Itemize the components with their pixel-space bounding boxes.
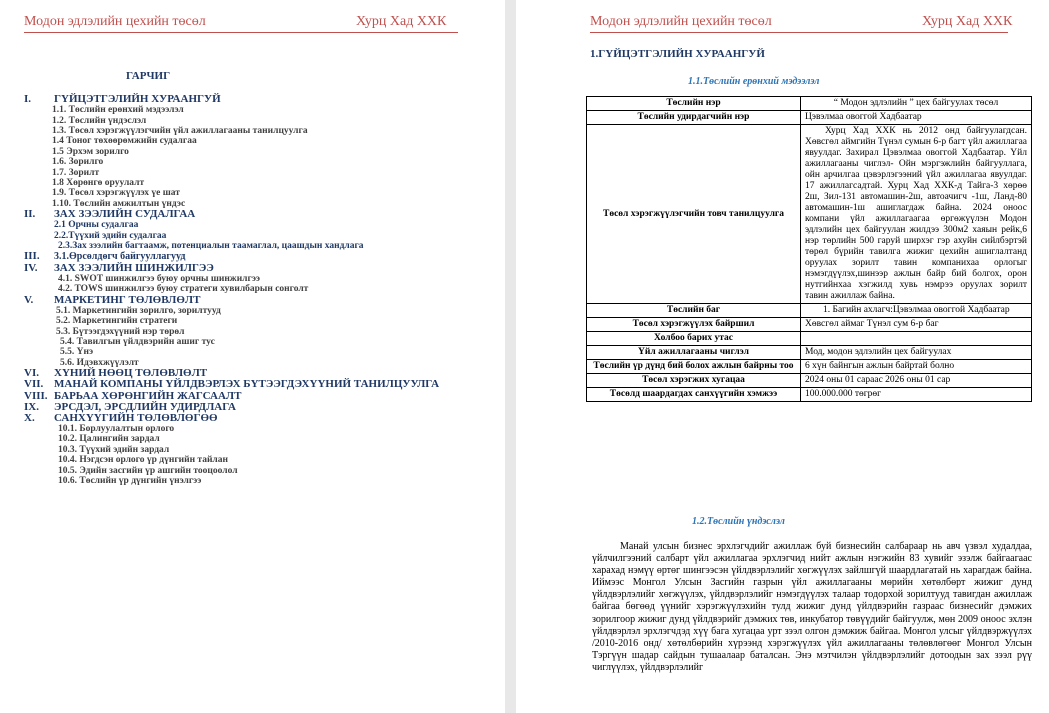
toc-item[interactable] bbox=[24, 168, 494, 178]
toc-item-text: 3.1.Өрсөлдөгч байгууллагууд bbox=[54, 251, 186, 263]
table-key-cell: Төслийн баг bbox=[587, 304, 801, 318]
toc-item[interactable] bbox=[24, 157, 494, 167]
subsection-title-2: 1.2.Төслийн үндэслэл bbox=[692, 516, 785, 527]
toc-item[interactable] bbox=[24, 274, 494, 284]
toc-item-text: 10.3. Түүхий эдийн зардал bbox=[58, 444, 170, 455]
toc-item-text: 1.2. Төслийн үндэслэл bbox=[52, 115, 147, 126]
table-row bbox=[587, 346, 1032, 360]
toc-item-text: БАРЬАА ХӨРӨНГИЙН ЖАГСААЛТ bbox=[54, 389, 242, 402]
table-row bbox=[587, 388, 1032, 402]
toc-item[interactable] bbox=[24, 94, 494, 105]
toc-item-number: II. bbox=[24, 208, 36, 221]
toc-item-text: ГҮЙЦЭТГЭЛИЙН ХУРААНГУЙ bbox=[54, 93, 221, 105]
toc-item-text: 1.7. Зорилт bbox=[52, 167, 100, 178]
table-value-cell: Мод, модон эдлэлийн цех байгуулах bbox=[801, 346, 1032, 360]
subsection-title-1: 1.1.Төслийн ерөнхий мэдээлэл bbox=[688, 76, 820, 87]
toc-item-text: 1.5 Эрхэм зорилго bbox=[52, 146, 129, 157]
toc-item[interactable] bbox=[24, 136, 494, 146]
toc-item-text: 1.4 Тоног төхөөрөмжийн судалгаа bbox=[52, 136, 197, 147]
table-row bbox=[587, 360, 1032, 374]
header-company-right: Хурц Хад ХХК bbox=[922, 14, 1013, 29]
table-value-cell: 2024 оны 01 сараас 2026 оны 01 сар bbox=[801, 374, 1032, 388]
toc-item-number: I. bbox=[24, 93, 32, 105]
section-title: 1.ГҮЙЦЭТГЭЛИЙН ХУРААНГУЙ bbox=[590, 48, 765, 60]
toc-item-text: 10.2. Цалингийн зардал bbox=[58, 434, 160, 445]
toc-item-text: 1.1. Төслийн ерөнхий мэдээлэл bbox=[52, 105, 184, 116]
toc-item-text: 4.1. SWOT шинжилгээ буюу орчны шинжилгээ bbox=[58, 273, 261, 284]
toc-item-text: 2.2.Түүхий эдийн судалгаа bbox=[54, 230, 167, 241]
table-row bbox=[587, 318, 1032, 332]
toc-item-number: IV. bbox=[24, 261, 38, 274]
toc-item-text: 5.6. Идэвхжүүлэлт bbox=[60, 357, 139, 368]
toc-item[interactable] bbox=[24, 434, 494, 444]
page-right bbox=[516, 0, 1049, 713]
table-value-cell: Цэвэлмаа овоггой Хадбаатар bbox=[801, 111, 1032, 125]
table-value-cell: “ Модон эдлэлийн ” цех байгуулах төсөл bbox=[801, 97, 1032, 111]
table-key-cell: Төсөл хэрэгжүүлэгчийн товч танилцуулга bbox=[587, 125, 801, 304]
toc-item-text: 5.5. Үнэ bbox=[60, 347, 94, 358]
toc-item-text: 10.1. Борлуулалтын орлого bbox=[58, 424, 175, 435]
toc-item-text: 1.6. Зорилго bbox=[52, 157, 104, 168]
toc-item-number: VII. bbox=[24, 378, 44, 391]
table-key-cell: Холбоо барих утас bbox=[587, 332, 801, 346]
toc-item-text: САНХҮҮГИЙН ТӨЛӨВЛӨГӨӨ bbox=[54, 411, 218, 424]
toc-item[interactable] bbox=[24, 178, 494, 188]
toc-item-text: 5.2. Маркетингийн стратеги bbox=[56, 316, 178, 327]
table-value-cell: Хурц Хад ХХК нь 2012 онд байгуулагдсан. Хөвсгөл аймгийн Түнэл сумын 6-р багт үйл ажиллагаа явуулдаг. Захирал Цэвэлмаа овоггой Хадбаатар. Үйл ажиллагааны чиглэл- Ойн мэргэжлийн байгууллага, ойн арчилгаа цэвэрлэгээний үйл ажиллагаа явуулдаг. 17 ажиллагсадтай. Хурц Хад ХХК-д Тайга-3 хөрөө 2ш, Зил-131 автомашин-2ш, автоачигч -1ш, Ланд-80 автомашин-1ш ашиглагдаж байна. 2024 оноос компани үйл ажиллагаагаа өргөжүүлэн Модон эдлэлийн цех байгуулан жилдээ 300м2 хаяын рейк,6 нэр төрлийн 500 гаруй ширхэг гэр ахуйн сийлбэртэй төрөл бүрийн тавилга жижиг цехийн ашиглалтанд оруулах зорилт тавин компанихаа орлогыг нэмэгдүүлэх,шинээр ажлын байр бий болгох, орон нутгийнхаа хэгжилд хувь нэмрээ оруулах зорилт тавин ажиллаж байна. bbox=[801, 125, 1032, 304]
header-title: Модон эдлэлийн цехийн төсөл bbox=[24, 14, 206, 29]
table-value-cell: 100.000.000 төгрөг bbox=[801, 388, 1032, 402]
table-value-cell: 6 хүн байнгын ажлын байртай болно bbox=[801, 360, 1032, 374]
page-left bbox=[0, 0, 505, 713]
toc-item[interactable] bbox=[24, 241, 494, 251]
header-rule bbox=[24, 32, 458, 33]
toc-item[interactable] bbox=[24, 379, 494, 390]
toc-item[interactable] bbox=[24, 316, 494, 326]
table-row bbox=[587, 97, 1032, 111]
toc-item[interactable] bbox=[24, 105, 494, 115]
table-row bbox=[587, 111, 1032, 125]
table-key-cell: Төсөл хэрэгжих хугацаа bbox=[587, 374, 801, 388]
table-row bbox=[587, 374, 1032, 388]
toc-item-text: 2.1 Орчны судалгаа bbox=[54, 220, 139, 231]
table-value-cell: Хөвсгөл аймаг Түнэл сум 6-р баг bbox=[801, 318, 1032, 332]
toc-item[interactable] bbox=[24, 445, 494, 455]
table-key-cell: Төсөл хэрэгжүүлэх байршил bbox=[587, 318, 801, 332]
toc-item-text: 2.3.Зах зээлийн багтаамж, потенциалын таамаглал, цаашдын хандлага bbox=[58, 241, 364, 252]
toc-item[interactable] bbox=[24, 476, 494, 486]
table-key-cell: Төслийн нэр bbox=[587, 97, 801, 111]
toc-item[interactable] bbox=[24, 347, 494, 357]
toc-item[interactable] bbox=[24, 116, 494, 126]
toc-item-text: 5.1. Маркетингийн зорилго, зорилтууд bbox=[56, 305, 221, 316]
table-key-cell: Төсөлд шаардагдах санхүүгийн хэмжээ bbox=[587, 388, 801, 402]
toc-item-text: ХҮНИЙ НӨӨЦ ТӨЛӨВЛӨЛТ bbox=[54, 367, 208, 380]
table-row bbox=[587, 304, 1032, 318]
table-key-cell: Төслийн үр дүнд бий болох ажлын байрны тоо bbox=[587, 360, 801, 374]
toc-title: ГАРЧИГ bbox=[126, 70, 171, 82]
toc-item-number: III. bbox=[24, 250, 40, 263]
toc-item[interactable] bbox=[24, 251, 494, 262]
header-title-right: Модон эдлэлийн цехийн төсөл bbox=[590, 14, 772, 29]
body-paragraph: Манай улсын бизнес эрхлэгчдийг ажиллаж буй бизнесийн салбараар нь авч үзвэл худалдаа, үйлчилгээний салбарт үйл ажиллагаа эрхлэгчид нийт ажлын нэгжийн 83 хувийг эзэлж байгаагаас харахад нэмүү өртөг шингээсэн үйлдвэрлэлийг хөгжүүлэх зайлшгүй шаардлагатай нь харагдаж байна. Иймээс Монгол Улсын Засгийн газрын үйл ажиллагааны мөрийн хөтөлбөрт жижиг дунд үйлдвэрлэлийг хөгжүүлэх, үйлдвэрлэлийг нэмэгдүүлэх талаар тодорхой зорилтууд тавигдан ажиллаж байгаа бөгөөд үүнийг хэрэгжүүлэхийн тулд жижиг дунд үйлдвэрийн газраас бизнесийг дэмжих зорилгоор жижиг дунд үйлдвэрийг дэмжих төв, инкубатор төвүүдийг байгуулж, мөн 2009 оноос эхлэн үйлдвэрлэл эрхлэгчдэд хүү бага хугацаа урт зээл олгон дэмжиж байгаа. Монгол улсыг үйлдвэржүүлэх /2010-2016 онд/ хөтөлбөрийн хүрээнд хэрэгжүүлэх үйл ажиллагааны төлөвлөгөөг Монгол Улсын Тэргүүн шадар сайдын тушаалаар баталсан. Энэ мэтчилэн үйлдвэрлэлийг дотоодын зах зээл рүү чиглүүлэх, үйлдвэрлэлийг bbox=[592, 541, 1032, 673]
project-info-table bbox=[586, 96, 1032, 402]
toc-item-number: VIII. bbox=[24, 389, 48, 402]
toc-item-text: 10.6. Төслийн үр дүнгийн үнэлгээ bbox=[58, 476, 202, 487]
table-key-cell: Төслийн удирдагчийн нэр bbox=[587, 111, 801, 125]
table-row bbox=[587, 332, 1032, 346]
toc-item-number: IX. bbox=[24, 400, 39, 413]
table-of-contents bbox=[24, 94, 494, 486]
toc-item[interactable] bbox=[24, 188, 494, 198]
toc-item[interactable] bbox=[24, 337, 494, 347]
toc-item[interactable] bbox=[24, 209, 494, 220]
toc-item-text: 4.2. TOWS шинжилгээ буюу стратеги хувилбарын сонголт bbox=[58, 284, 309, 295]
table-key-cell: Үйл ажиллагааны чиглэл bbox=[587, 346, 801, 360]
toc-item-text: 10.4. Нэгдсэн орлого үр дүнгийн тайлан bbox=[58, 455, 228, 466]
header-rule-right bbox=[590, 32, 1008, 33]
toc-item[interactable] bbox=[24, 413, 494, 424]
table-value-cell bbox=[801, 332, 1032, 346]
toc-item-text: 10.5. Эдийн засгийн үр ашгийн тооцоолол bbox=[58, 465, 238, 476]
toc-item-text: 5.4. Тавилгын үйлдвэрийн ашиг тус bbox=[60, 336, 215, 347]
toc-item[interactable] bbox=[24, 306, 494, 316]
toc-item-text: ЭРСДЭЛ, ЭРСДЛИЙН УДИРДЛАГА bbox=[54, 400, 236, 413]
toc-item-text: МАНАЙ КОМПАНЫ ҮЙЛДВЭРЛЭХ БҮТЭЭГДЭХҮҮНИЙ ТАНИЛЦУУЛГА bbox=[54, 378, 440, 391]
toc-item-text: 1.8 Хөрөнгө оруулалт bbox=[52, 177, 145, 188]
table-value-cell: 1. Багийн ахлагч:Цэвэлмаа овоггой Хадбаатар bbox=[801, 304, 1032, 318]
toc-item[interactable] bbox=[24, 455, 494, 465]
header-company: Хурц Хад ХХК bbox=[356, 14, 447, 29]
toc-item-text: 5.3. Бүтээгдэхүүний нэр төрөл bbox=[56, 326, 185, 337]
toc-item-text: ЗАХ ЗЭЭЛИЙН ШИНЖИЛГЭЭ bbox=[54, 261, 214, 274]
toc-item-number: VI. bbox=[24, 367, 39, 380]
toc-item-text: ЗАХ ЗЭЭЛИЙН СУДАЛГАА bbox=[54, 208, 196, 221]
toc-item-text: МАРКЕТИНГ ТӨЛӨВЛӨЛТ bbox=[54, 293, 201, 306]
toc-item-text: 1.3. Төсөл хэрэгжүүлэгчийн үйл ажиллагааны танилцуулга bbox=[52, 125, 308, 136]
toc-item[interactable] bbox=[24, 263, 494, 274]
toc-item-number: V. bbox=[24, 293, 34, 306]
toc-item[interactable] bbox=[24, 220, 494, 230]
toc-item[interactable] bbox=[24, 147, 494, 157]
toc-item[interactable] bbox=[24, 126, 494, 136]
toc-item[interactable] bbox=[24, 231, 494, 241]
toc-item[interactable] bbox=[24, 466, 494, 476]
toc-item[interactable] bbox=[24, 295, 494, 306]
toc-item-text: 1.9. Төсөл хэрэгжүүлэх үе шат bbox=[52, 188, 180, 199]
toc-item[interactable] bbox=[24, 327, 494, 337]
table-row bbox=[587, 125, 1032, 304]
toc-item-number: X. bbox=[24, 411, 35, 424]
toc-item-text: 1.10. Төслийн амжилтын үндэс bbox=[52, 198, 186, 209]
toc-item[interactable] bbox=[24, 424, 494, 434]
